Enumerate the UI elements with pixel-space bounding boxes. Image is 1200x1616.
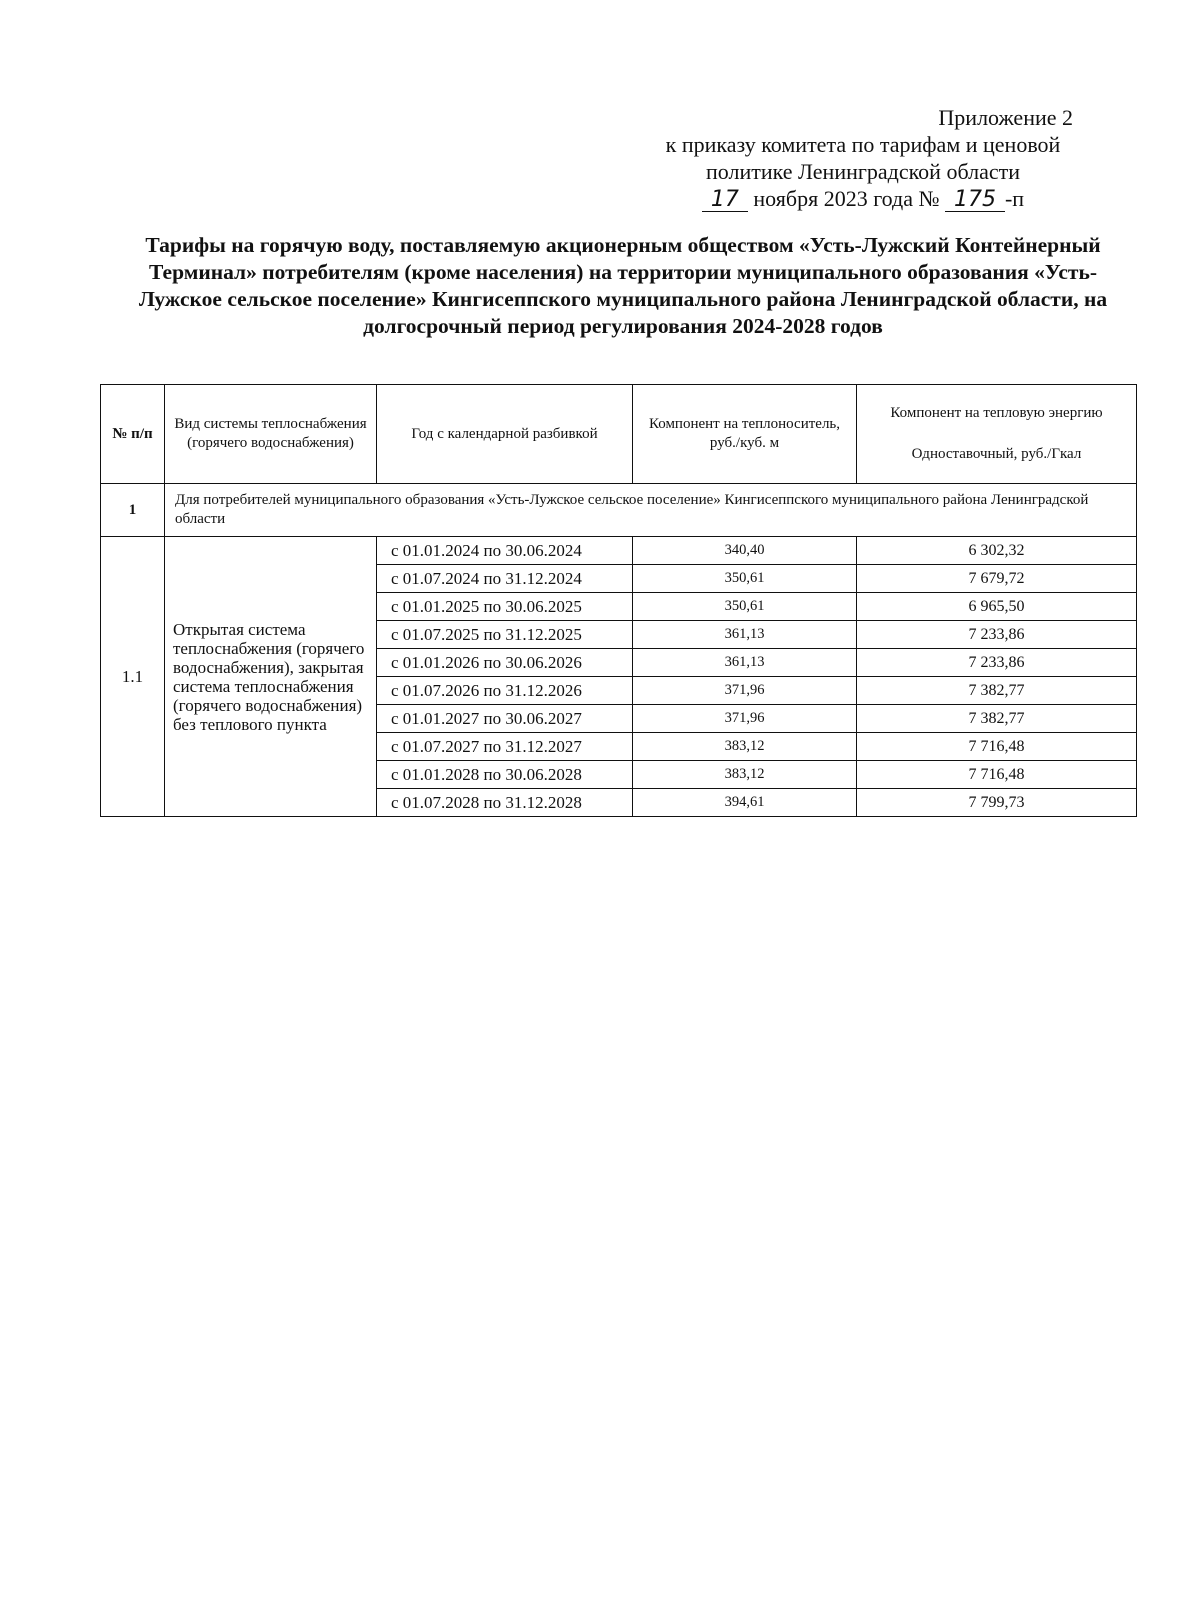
row-energy: 6 965,50 (857, 593, 1137, 621)
row-carrier: 361,13 (633, 649, 857, 677)
row-period: с 01.07.2024 по 31.12.2024 (377, 565, 633, 593)
subgroup-system: Открытая система теплоснабжения (горячего водоснабжения), закрытая система теплоснабжения (горячего водоснабжения) без теплового пункта (165, 537, 377, 817)
row-period: с 01.01.2027 по 30.06.2027 (377, 705, 633, 733)
row-energy: 7 233,86 (857, 621, 1137, 649)
table-header-row (101, 385, 1137, 484)
header-period: Год с календарной разбивкой (377, 385, 633, 484)
row-energy: 7 382,77 (857, 705, 1137, 733)
order-suffix: -п (1004, 186, 1025, 211)
row-period: с 01.01.2028 по 30.06.2028 (377, 761, 633, 789)
group-index: 1 (101, 484, 165, 537)
row-carrier: 383,12 (633, 733, 857, 761)
row-energy: 7 233,86 (857, 649, 1137, 677)
row-carrier: 394,61 (633, 789, 857, 817)
row-energy: 7 679,72 (857, 565, 1137, 593)
row-carrier: 371,96 (633, 677, 857, 705)
row-period: с 01.07.2027 по 31.12.2027 (377, 733, 633, 761)
row-energy: 7 716,48 (857, 733, 1137, 761)
header-carrier: Компонент на теплоноситель, руб./куб. м (633, 385, 857, 484)
row-period: с 01.07.2028 по 31.12.2028 (377, 789, 633, 817)
row-carrier: 361,13 (633, 621, 857, 649)
subgroup-index: 1.1 (101, 537, 165, 817)
header-energy-title: Компонент на тепловую энергию (890, 405, 1103, 421)
appendix-date-line (628, 185, 1098, 212)
header-system-type: Вид системы теплоснабжения (горячего водоснабжения) (165, 385, 377, 484)
row-carrier: 371,96 (633, 705, 857, 733)
header-number: № п/п (101, 385, 165, 484)
row-energy: 7 716,48 (857, 761, 1137, 789)
header-energy-sub: Одноставочный, руб./Гкал (911, 446, 1082, 462)
tariff-table (100, 384, 1137, 817)
handwritten-day: 17 (702, 189, 748, 212)
appendix-block (628, 104, 1098, 212)
group-row (101, 484, 1137, 537)
group-description: Для потребителей муниципального образования «Усть-Лужское сельское поселение» Кингисеппского муниципального района Ленинградской области (165, 484, 1137, 537)
handwritten-order-number: 175 (945, 189, 1005, 212)
appendix-line-1: к приказу комитета по тарифам и ценовой (665, 132, 1061, 157)
row-energy: 6 302,32 (857, 537, 1137, 565)
appendix-line-2: политике Ленинградской области (705, 159, 1020, 184)
row-carrier: 350,61 (633, 565, 857, 593)
row-carrier: 340,40 (633, 537, 857, 565)
row-energy: 7 382,77 (857, 677, 1137, 705)
row-carrier: 350,61 (633, 593, 857, 621)
row-period: с 01.01.2026 по 30.06.2026 (377, 649, 633, 677)
document-title: Тарифы на горячую воду, поставляемую акционерным обществом «Усть-Лужский Контейнерный Терминал» потребителям (кроме населения) на территории муниципального образования «Усть-Лужское сельское поселение» Кингисеппского муниципального района Ленинградской области, на долгосрочный период регулирования 2024-2028 годов (138, 233, 1108, 338)
row-period: с 01.07.2025 по 31.12.2025 (377, 621, 633, 649)
row-period: с 01.07.2026 по 31.12.2026 (377, 677, 633, 705)
appendix-title: Приложение 2 (938, 105, 1073, 130)
row-period: с 01.01.2025 по 30.06.2025 (377, 593, 633, 621)
date-text: ноября 2023 года № (753, 186, 940, 211)
row-energy: 7 799,73 (857, 789, 1137, 817)
table-row (101, 537, 1137, 565)
row-period: с 01.01.2024 по 30.06.2024 (377, 537, 633, 565)
row-carrier: 383,12 (633, 761, 857, 789)
header-energy (857, 385, 1137, 484)
